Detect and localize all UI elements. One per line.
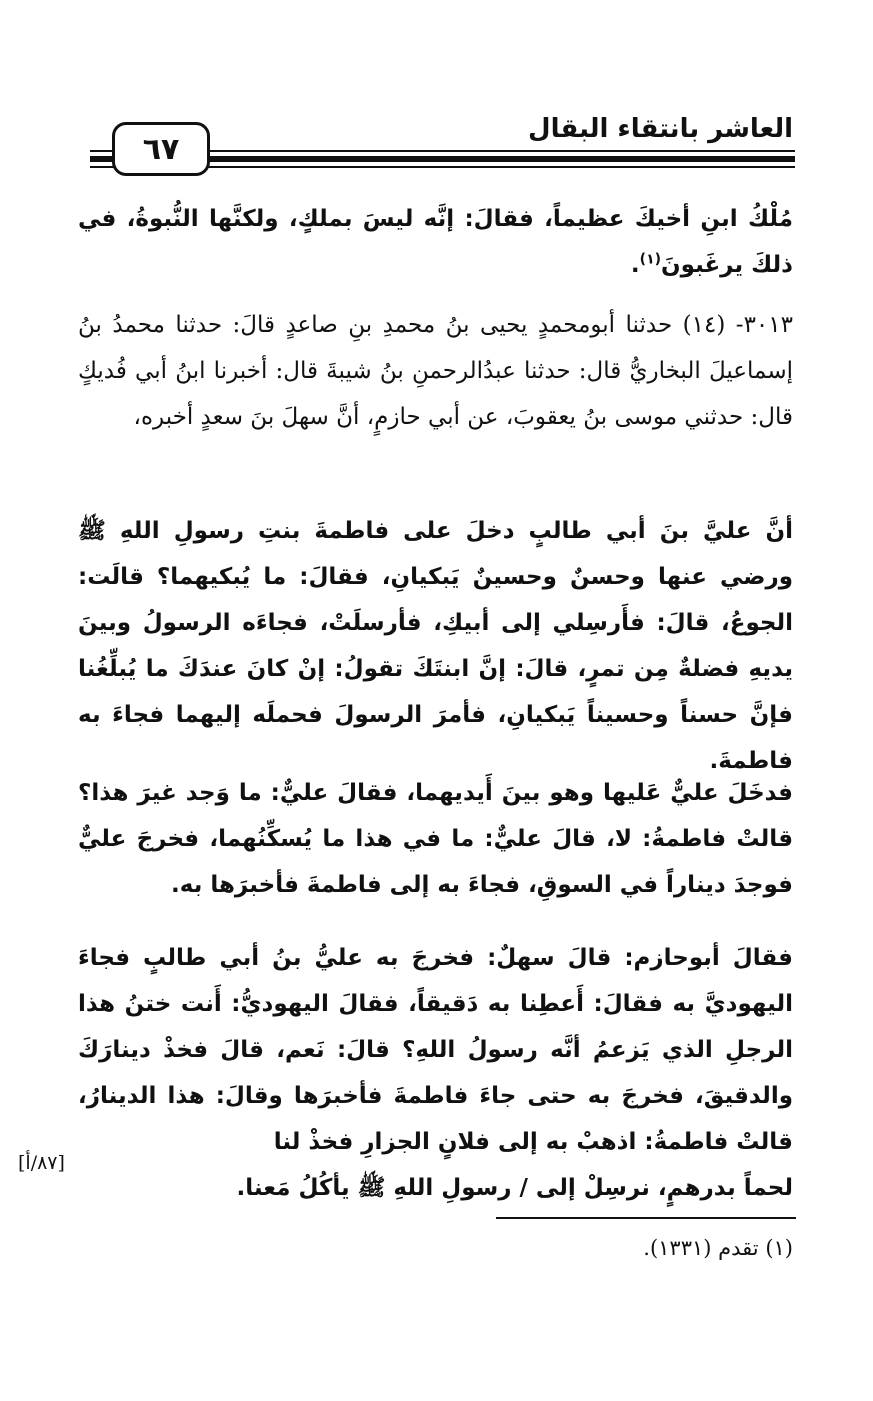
running-header-title: العاشر بانتقاء البقال — [528, 114, 793, 144]
manuscript-folio-reference: [٨٧/أ] — [18, 1152, 65, 1174]
paragraph-1-text: مُلْكُ ابنِ أخيكَ عظيماً، فقالَ: إنَّه ليسَ بملكٍ، ولكنَّها النُّبوةُ، في ذلكَ يرغَبونَ — [78, 206, 793, 278]
hadith-text-paragraph-1: أنَّ عليَّ بنَ أبي طالبٍ دخلَ على فاطمةَ بنتِ رسولِ اللهِ ﷺ ورضي عنها وحسنٌ وحسينٌ يَبكيانِ، فقالَ: ما يُبكيهما؟ قالَت: الجوعُ، قالَ: فأَرسِلي إلى أبيكِ، فأرسلَتْ، فجاءَه الرسولُ وبينَ يديهِ فضلةٌ مِن تمرٍ، قالَ: إنَّ ابنتَكَ تقولُ: إنْ كانَ عندَكَ ما يُبلِّغُنا فإنَّ حسناً وحسيناً يَبكيانِ، فأمرَ الرسولَ فحملَه إليهما فجاءَ به فاطمةَ. — [78, 518, 793, 774]
footnote-marker: (١) — [639, 251, 662, 268]
paragraph-continuation: مُلْكُ ابنِ أخيكَ عظيماً، فقالَ: إنَّه ليسَ بملكٍ، ولكنَّها النُّبوةُ، في ذلكَ يرغَبونَ$^{(١)}$. — [78, 206, 793, 278]
page-number-box — [112, 122, 210, 176]
hadith-text-paragraph-3 — [78, 935, 793, 1211]
page-number: ٦٧ — [142, 131, 180, 167]
hadith-isnad: ٣٠١٣- (١٤) حدثنا أبومحمدٍ يحيى بنُ محمدِ بنِ صاعدٍ قالَ: حدثنا محمدُ بنُ إسماعيلَ البخاريُّ قال: حدثنا عبدُالرحمنِ بنُ شيبةَ قال: أخبرنا ابنُ أبي فُديكٍ قال: حدثني موسى بنُ يعقوبَ، عن أبي حازمٍ، أنَّ سهلَ بنَ سعدٍ أخبره، — [78, 312, 793, 430]
footnote: (١) تقدم (١٣٣١). — [643, 1236, 793, 1260]
hadith-text-paragraph-2: فدخَلَ عليٌّ عَليها وهو بينَ أَيديهما، فقالَ عليٌّ: ما وَجد غيرَ هذا؟ قالتْ فاطمةُ: لا، قالَ عليٌّ: ما في هذا ما يُسكِّنُهما، فخرجَ عليٌّ فوجدَ ديناراً في السوقِ، فجاءَ به إلى فاطمةَ فأخبرَها به. — [78, 780, 793, 898]
footnote-separator — [496, 1217, 796, 1219]
paragraph-5-last-line: لحماً بدرهمٍ، نرسِلْ إلى / رسولِ اللهِ ﷺ يأكُلُ مَعنا. — [236, 1175, 793, 1201]
paragraph-5-body: فقالَ أبوحازم: قالَ سهلٌ: فخرجَ به عليُّ بنُ أبي طالبٍ فجاءَ اليهوديَّ به فقالَ: أَعطِنا به دَقيقاً، فقالَ اليهوديُّ: أَنت ختنُ هذا الرجلِ الذي يَزعمُ أنَّه رسولُ اللهِ؟ قالَ: نَعم، قالَ فخذْ دينارَكَ والدقيقَ، فخرجَ به حتى جاءَ فاطمةَ فأخبرَها وقالَ: هذا الدينارُ، قالتْ فاطمةُ: اذهبْ به إلى فلانٍ الجزارِ فخذْ لنا — [78, 945, 793, 1155]
